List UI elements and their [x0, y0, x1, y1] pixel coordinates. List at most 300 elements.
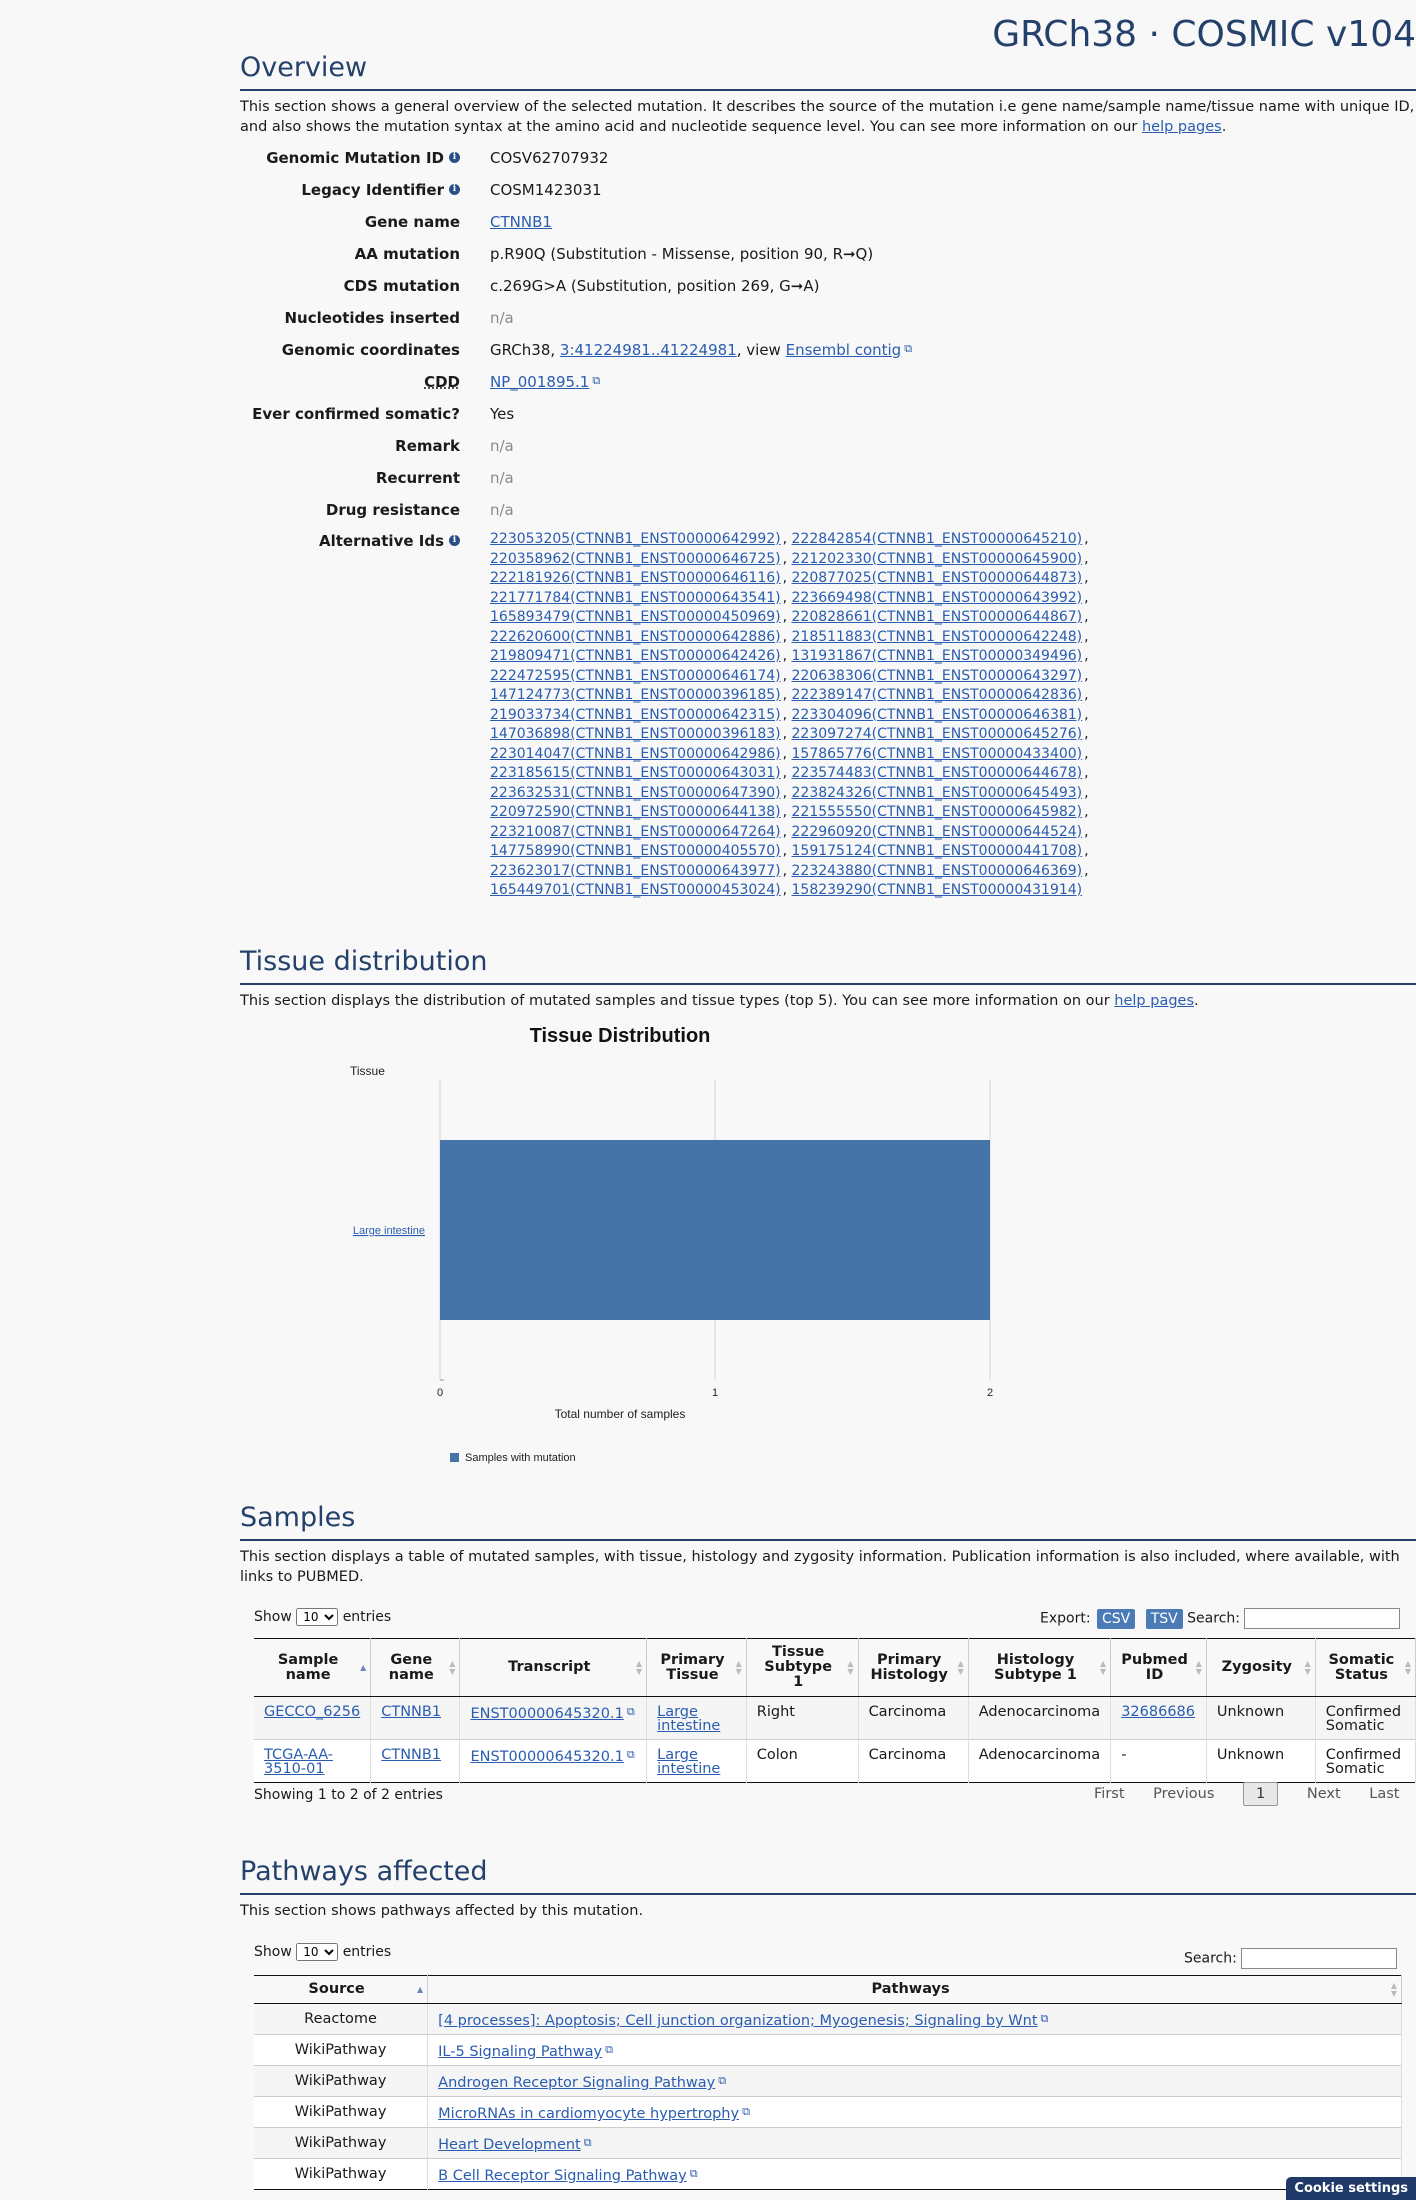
info-icon[interactable]: i [449, 535, 460, 546]
sort-icon: ▲ ▼ [1100, 1658, 1107, 1676]
separator: , [1084, 589, 1089, 606]
separator: , [1084, 648, 1089, 664]
separator: , [782, 550, 792, 567]
field-value: COSV62707932 [490, 149, 609, 167]
entries-label: entries [342, 1609, 392, 1625]
column-header-label: Histology Subtype 1 [994, 1651, 1077, 1683]
alternative-id-link[interactable]: 221771784(CTNNB1_ENST00000643541) [490, 589, 781, 606]
tissue-distribution-chart [240, 1020, 1040, 1480]
cell-text: Right [756, 1704, 795, 1720]
cell-text: Carcinoma [868, 1704, 947, 1720]
cell-text: WikiPathway [294, 2073, 387, 2089]
separator: , [1084, 862, 1089, 879]
alternative-ids-line [490, 745, 1120, 765]
alternative-id-link[interactable]: 220638306(CTNNB1_ENST00000643297) [791, 667, 1083, 684]
column-header[interactable] [858, 1639, 968, 1697]
column-header-label: Sample name [277, 1651, 339, 1683]
table-cell [254, 2066, 428, 2097]
sort-icon: ▲ ▼ [1195, 1658, 1202, 1676]
chart-bar [440, 1140, 990, 1320]
alternative-id-link[interactable]: 222389147(CTNNB1_ENST00000642836) [791, 687, 1083, 703]
alternative-ids-line [490, 647, 1120, 667]
alternative-id-link[interactable]: 223185615(CTNNB1_ENST00000643031) [490, 765, 781, 781]
alternative-id-link[interactable]: 222472595(CTNNB1_ENST00000646174) [490, 667, 781, 684]
separator: , [782, 628, 792, 645]
alternative-ids-line [490, 667, 1120, 687]
cell-text: - [1121, 1747, 1127, 1763]
chart-title: Tissue Distribution [529, 1025, 711, 1047]
sort-icon: ▲ ▼ [957, 1658, 964, 1676]
alternative-id-link[interactable]: 223053205(CTNNB1_ENST00000642992) [490, 531, 781, 547]
column-header-label: Gene name [388, 1651, 434, 1683]
field-value [490, 341, 912, 359]
table-cell [1111, 1697, 1207, 1740]
sort-icon: ▲ [360, 1662, 367, 1672]
alternative-ids-line [490, 881, 1120, 901]
separator: , [782, 843, 792, 859]
alternative-id-link[interactable]: 219809471(CTNNB1_ENST00000642426) [490, 648, 781, 664]
table-cell [428, 2097, 1402, 2128]
separator: , [1084, 550, 1089, 567]
chart-x-axis-label: Total number of samples [554, 1407, 686, 1421]
cell-text: Adenocarcinoma [978, 1704, 1101, 1720]
pathways-table [254, 1975, 1402, 2190]
separator: , [782, 609, 792, 625]
overview-desc-end: . [1221, 119, 1227, 135]
ensembl-contig-link[interactable]: Ensembl contig [785, 341, 902, 359]
separator: , [782, 667, 792, 684]
sort-icon: ▲ ▼ [735, 1658, 742, 1676]
table-cell [647, 1740, 747, 1783]
separator: , [1084, 706, 1089, 723]
separator: , [782, 531, 792, 547]
chart-x-tick-label: 2 [986, 1387, 994, 1399]
cell-text: Adenocarcinoma [978, 1747, 1101, 1763]
sort-icon: ▲ ▼ [1304, 1658, 1311, 1676]
alternative-ids-line [490, 764, 1120, 784]
overview-description [240, 97, 1416, 137]
field-value: p.R90Q (Substitution - Missense, position 90, R➞Q) [490, 245, 874, 263]
separator: , [782, 862, 792, 879]
table-cell [968, 1740, 1110, 1783]
alternative-id-link[interactable]: 131931867(CTNNB1_ENST00000349496) [791, 648, 1083, 664]
field-value [490, 373, 600, 391]
table-row [254, 2128, 1402, 2159]
cell-link[interactable]: 32686686 [1121, 1704, 1195, 1720]
column-header-label: Pathways [871, 1981, 950, 1997]
separator: , [782, 745, 792, 762]
alternative-id-link[interactable]: 220828661(CTNNB1_ENST00000644867) [791, 609, 1083, 625]
column-header[interactable] [460, 1639, 647, 1697]
sort-icon: ▲ ▼ [1404, 1658, 1411, 1676]
separator: , [1084, 784, 1089, 801]
column-header-label: Primary Histology [870, 1651, 948, 1683]
alternative-id-link[interactable]: 157865776(CTNNB1_ENST00000433400) [791, 745, 1083, 762]
separator: , [1084, 531, 1089, 547]
cell-link[interactable]: MicroRNAs in cardiomyocyte hypertrophy [438, 2106, 740, 2122]
table-cell [254, 2004, 428, 2035]
table-cell [371, 1697, 460, 1740]
column-header[interactable] [647, 1639, 747, 1697]
alternative-id-link[interactable]: 222620600(CTNNB1_ENST00000642886) [490, 628, 781, 645]
cell-text: Reactome [304, 2011, 377, 2027]
tissue-help-link[interactable]: help pages [1114, 993, 1195, 1009]
cell-link[interactable]: IL-5 Signaling Pathway [438, 2044, 603, 2060]
cell-link[interactable]: Large intestine [657, 1704, 721, 1734]
field-value: n/a [490, 469, 514, 487]
table-cell [460, 1740, 647, 1783]
alternative-id-link[interactable]: 223632531(CTNNB1_ENST00000647390) [490, 784, 781, 801]
sort-icon: ▲ ▼ [1390, 1980, 1397, 1998]
table-cell [1206, 1697, 1315, 1740]
alternative-id-link[interactable]: 221202330(CTNNB1_ENST00000645900) [791, 550, 1083, 567]
cell-text: Confirmed Somatic [1325, 1704, 1402, 1734]
separator: , [1084, 745, 1089, 762]
alternative-ids-list [490, 530, 1120, 901]
overview-section [240, 52, 1416, 137]
alternative-ids-line [490, 725, 1120, 745]
alternative-id-link[interactable]: 159175124(CTNNB1_ENST00000441708) [791, 843, 1083, 859]
field-label-text: Legacy Identifier [301, 181, 444, 199]
alternative-id-link[interactable]: 223824326(CTNNB1_ENST00000645493) [791, 784, 1083, 801]
separator: , [1084, 609, 1089, 625]
separator: , [782, 706, 792, 723]
table-cell [647, 1697, 747, 1740]
field-label [301, 181, 460, 199]
separator: , [1084, 628, 1089, 645]
samples-section [240, 1502, 1416, 1587]
column-header-label: Primary Tissue [660, 1651, 725, 1683]
cell-link[interactable]: Large intestine [657, 1747, 721, 1777]
field-label: Ever confirmed somatic? [252, 405, 460, 423]
cell-link[interactable]: CTNNB1 [381, 1704, 442, 1720]
cell-text: Unknown [1216, 1747, 1285, 1763]
separator: , [1084, 804, 1089, 820]
cell-text: WikiPathway [294, 2104, 387, 2120]
alternative-id-link[interactable]: 218511883(CTNNB1_ENST00000642248) [791, 628, 1083, 645]
table-cell [858, 1697, 968, 1740]
table-cell [1315, 1740, 1415, 1783]
field-value: COSM1423031 [490, 181, 602, 199]
column-header-label: Tissue Subtype 1 [764, 1644, 833, 1690]
alternative-id-link[interactable]: 223097274(CTNNB1_ENST00000645276) [791, 726, 1083, 742]
table-cell [428, 2159, 1402, 2190]
field-label [319, 532, 460, 550]
sort-icon: ▲ [417, 1984, 424, 1994]
separator: , [782, 823, 792, 840]
alternative-id-link[interactable]: 165893479(CTNNB1_ENST00000450969) [490, 609, 781, 625]
column-header[interactable] [746, 1639, 858, 1697]
table-cell [1206, 1740, 1315, 1783]
separator: , [782, 765, 792, 781]
alternative-ids-line [490, 784, 1120, 804]
samples-search-input[interactable] [1244, 1608, 1400, 1629]
separator: , [782, 648, 792, 664]
cell-text: WikiPathway [294, 2166, 387, 2182]
samples-description: This section displays a table of mutated samples, with tissue, histology and zygosity information. Publication information is also included, where available, with links to PUBMED. [240, 1549, 1400, 1585]
pathways-page-size-select[interactable] [296, 1943, 338, 1961]
alternative-id-link[interactable]: 220877025(CTNNB1_ENST00000644873) [791, 570, 1083, 586]
external-link-icon: ⧉ [592, 374, 601, 387]
sort-icon: ▲ ▼ [847, 1658, 854, 1676]
pager-last[interactable]: Last [1369, 1786, 1400, 1802]
pathways-search [1184, 1948, 1397, 1969]
table-cell [254, 1740, 371, 1783]
alternative-ids-line [490, 628, 1120, 648]
samples-info: Showing 1 to 2 of 2 entries [254, 1787, 443, 1803]
cell-link[interactable]: TCGA-AA-3510-01 [264, 1747, 334, 1777]
overview-title: Overview [240, 52, 1416, 91]
chart-y-axis-label: Tissue [350, 1064, 385, 1078]
alternative-id-link[interactable]: 223669498(CTNNB1_ENST00000643992) [791, 589, 1083, 606]
cell-text: Unknown [1216, 1704, 1285, 1720]
overview-desc-text: This section shows a general overview of the selected mutation. It describes the source of the mutation i.e gene name/sample name/tissue name with unique ID, and also shows the mutation syntax at the amino acid and nucleotide sequence level. You can see more information on our [240, 99, 1415, 135]
cell-link[interactable]: [4 processes]: Apoptosis; Cell junction organization; Myogenesis; Signaling by Wnt [438, 2013, 1038, 2029]
tissue-desc-end: . [1194, 993, 1199, 1009]
external-link-icon: ⧉ [742, 2105, 750, 2118]
genome-build-title: GRCh38 · COSMIC v104 [992, 14, 1416, 55]
field-label [266, 149, 460, 167]
table-row [254, 1697, 1416, 1740]
pathways-title: Pathways affected [240, 1856, 1416, 1895]
samples-page-size-select[interactable] [296, 1608, 338, 1626]
overview-help-link[interactable]: help pages [1141, 119, 1222, 135]
pager-first[interactable]: First [1094, 1786, 1125, 1802]
separator: , [782, 687, 792, 703]
table-cell [460, 1697, 647, 1740]
table-row [254, 2066, 1402, 2097]
alternative-id-link[interactable]: 221555550(CTNNB1_ENST00000645982) [791, 804, 1083, 820]
table-cell [254, 1697, 371, 1740]
entries-label: entries [342, 1944, 392, 1960]
column-header[interactable] [1206, 1639, 1315, 1697]
separator: , [782, 804, 792, 820]
gene-name-link[interactable]: CTNNB1 [490, 213, 552, 231]
alternative-id-link[interactable]: 158239290(CTNNB1_ENST00000431914) [791, 882, 1083, 898]
external-link-icon: ⧉ [1040, 2012, 1049, 2025]
table-cell [746, 1697, 858, 1740]
pager-page-1[interactable]: 1 [1243, 1782, 1278, 1806]
alternative-ids-line [490, 823, 1120, 843]
info-icon[interactable]: i [449, 184, 460, 195]
alternative-id-link[interactable]: 147124773(CTNNB1_ENST00000396185) [490, 687, 781, 703]
field-label: Recurrent [375, 469, 460, 487]
field-label: Gene name [364, 213, 460, 231]
column-header[interactable] [1111, 1639, 1207, 1697]
alternative-id-link[interactable]: 223243880(CTNNB1_ENST00000646369) [791, 862, 1083, 879]
separator: , [1084, 726, 1089, 742]
column-header[interactable] [254, 1976, 428, 2004]
search-label: Search: [1187, 1610, 1240, 1627]
field-value: n/a [490, 501, 514, 519]
separator: , [1084, 570, 1089, 586]
cell-link[interactable]: Androgen Receptor Signaling Pathway [438, 2075, 716, 2091]
alternative-ids-line [490, 706, 1120, 726]
alternative-id-link[interactable]: 223014047(CTNNB1_ENST00000642986) [490, 745, 781, 762]
samples-table [254, 1638, 1416, 1783]
alternative-id-link[interactable]: 222181926(CTNNB1_ENST00000646116) [490, 570, 781, 586]
alternative-id-link[interactable]: 147758990(CTNNB1_ENST00000405570) [490, 843, 781, 859]
separator: , [782, 784, 792, 801]
alternative-ids-line [490, 589, 1120, 609]
table-cell [428, 2004, 1402, 2035]
table-cell [1111, 1740, 1207, 1783]
field-label-text: Genomic Mutation ID [266, 149, 444, 167]
alternative-ids-line [490, 608, 1120, 628]
column-header[interactable] [968, 1639, 1110, 1697]
separator: , [1084, 765, 1089, 781]
cell-link[interactable]: B Cell Receptor Signaling Pathway [438, 2168, 687, 2184]
separator: , [1084, 843, 1089, 859]
alternative-ids-line [490, 842, 1120, 862]
separator: , [1084, 667, 1089, 684]
coordinates-link[interactable]: 3:41224981..41224981 [559, 341, 737, 359]
tissue-section [240, 946, 1416, 1011]
cell-link[interactable]: ENST00000645320.1 [470, 1706, 624, 1722]
show-label: Show [254, 1609, 292, 1625]
tissue-title: Tissue distribution [240, 946, 1416, 985]
cell-link[interactable]: CTNNB1 [381, 1747, 442, 1763]
external-link-icon: ⧉ [904, 342, 913, 355]
pathways-header-row [254, 1976, 1402, 2004]
external-link-icon: ⧉ [718, 2074, 727, 2087]
alternative-ids-line [490, 686, 1120, 706]
pathways-description: This section shows pathways affected by this mutation. [240, 1903, 644, 1919]
table-row [254, 2097, 1402, 2128]
alternative-ids-line [490, 550, 1120, 570]
pathways-search-input[interactable] [1241, 1948, 1397, 1969]
table-cell [428, 2066, 1402, 2097]
cell-text: WikiPathway [294, 2042, 387, 2058]
table-row [254, 2035, 1402, 2066]
alternative-ids-line [490, 803, 1120, 823]
table-cell [254, 2035, 428, 2066]
alternative-ids-line [490, 530, 1120, 550]
table-cell [371, 1740, 460, 1783]
field-label: AA mutation [354, 245, 460, 263]
alternative-id-link[interactable]: 223574483(CTNNB1_ENST00000644678) [791, 765, 1083, 781]
column-header[interactable] [1315, 1639, 1415, 1697]
cdd-link[interactable]: NP_001895.1 [490, 373, 590, 391]
tissue-desc-text: This section displays the distribution of mutated samples and tissue types (top 5). You can see more information on our [240, 993, 1115, 1009]
cell-link[interactable]: GECCO_6256 [264, 1704, 361, 1720]
separator: , [782, 589, 792, 606]
alternative-id-link[interactable]: 219033734(CTNNB1_ENST00000642315) [490, 706, 781, 723]
field-label: CDD [424, 373, 460, 391]
alternative-id-link[interactable]: 223623017(CTNNB1_ENST00000643977) [490, 862, 781, 879]
cell-text: Confirmed Somatic [1325, 1747, 1402, 1777]
samples-export-search [1040, 1608, 1400, 1629]
column-header-label: Somatic Status [1328, 1651, 1395, 1683]
column-header-label: Source [308, 1981, 365, 1997]
tissue-description [240, 991, 1416, 1011]
export-label: Export: [1040, 1610, 1091, 1627]
sort-icon: ▲ ▼ [635, 1658, 643, 1676]
export-csv-button[interactable]: CSV [1097, 1609, 1135, 1629]
field-value: n/a [490, 437, 514, 455]
chart-x-tick-label: 1 [711, 1387, 719, 1399]
coords-prefix: GRCh38, [490, 341, 560, 359]
chart-legend-label: Samples with mutation [465, 1452, 576, 1464]
column-header[interactable] [254, 1639, 371, 1697]
alternative-id-link[interactable]: 223210087(CTNNB1_ENST00000647264) [490, 823, 781, 840]
field-label-text: Alternative Ids [318, 532, 444, 550]
alternative-id-link[interactable]: 222960920(CTNNB1_ENST00000644524) [791, 823, 1083, 840]
export-tsv-button[interactable]: TSV [1146, 1609, 1183, 1629]
separator: , [782, 726, 792, 742]
sort-icon: ▲ ▼ [449, 1658, 456, 1676]
table-cell [968, 1697, 1110, 1740]
alternative-id-link[interactable]: 165449701(CTNNB1_ENST00000453024) [490, 882, 781, 898]
field-label: Remark [395, 437, 460, 455]
pager-next[interactable]: Next [1306, 1786, 1341, 1802]
alternative-id-link[interactable]: 147036898(CTNNB1_ENST00000396183) [490, 726, 781, 742]
pathways-section [240, 1856, 1416, 1921]
chart-category-label: Large intestine [352, 1225, 425, 1237]
table-cell [254, 2097, 428, 2128]
info-icon[interactable]: i [449, 152, 460, 163]
table-cell [254, 2128, 428, 2159]
coords-mid: , view [736, 341, 786, 359]
search-label: Search: [1184, 1950, 1237, 1967]
separator: , [1084, 823, 1089, 840]
alternative-id-link[interactable]: 220972590(CTNNB1_ENST00000644138) [490, 804, 781, 820]
cell-link[interactable]: Heart Development [438, 2137, 581, 2153]
separator: , [782, 570, 792, 586]
pathways-length-control [254, 1943, 391, 1961]
table-row [254, 2159, 1402, 2190]
alternative-ids-line [490, 862, 1120, 882]
column-header-label: Transcript [508, 1659, 591, 1675]
external-link-icon: ⧉ [689, 2167, 698, 2180]
table-row [254, 1740, 1416, 1783]
field-label: Genomic coordinates [281, 341, 460, 359]
show-label: Show [254, 1944, 292, 1960]
column-header-label: Pubmed ID [1121, 1651, 1188, 1683]
cell-text: Colon [756, 1747, 798, 1763]
separator: , [782, 882, 792, 898]
table-cell [428, 2128, 1402, 2159]
external-link-icon: ⧉ [583, 2136, 592, 2149]
cell-text: Carcinoma [868, 1747, 947, 1763]
field-label: Nucleotides inserted [284, 309, 460, 327]
samples-pagination [1070, 1782, 1399, 1806]
alternative-id-link[interactable]: 223304096(CTNNB1_ENST00000646381) [791, 706, 1083, 723]
table-cell [428, 2035, 1402, 2066]
table-cell [254, 2159, 428, 2190]
alternative-id-link[interactable]: 222842854(CTNNB1_ENST00000645210) [791, 531, 1083, 547]
column-header-label: Zygosity [1221, 1659, 1292, 1675]
field-value: Yes [490, 405, 515, 423]
field-value: n/a [490, 309, 514, 327]
column-header[interactable] [428, 1976, 1402, 2004]
table-cell [746, 1740, 858, 1783]
column-header[interactable] [371, 1639, 460, 1697]
external-link-icon: ⧉ [626, 1748, 635, 1761]
external-link-icon: ⧉ [626, 1705, 635, 1718]
external-link-icon: ⧉ [605, 2043, 613, 2056]
alternative-id-link[interactable]: 220358962(CTNNB1_ENST00000646725) [490, 550, 781, 567]
chart-x-tick-label: 0 [436, 1387, 444, 1399]
samples-header-row [254, 1639, 1416, 1697]
pager-previous[interactable]: Previous [1153, 1786, 1215, 1802]
separator: , [1084, 687, 1089, 703]
alternative-ids-line [490, 569, 1120, 589]
samples-title: Samples [240, 1502, 1416, 1541]
cookie-settings-button[interactable]: Cookie settings [1286, 2177, 1416, 2200]
cell-link[interactable]: ENST00000645320.1 [470, 1749, 624, 1765]
cell-text: WikiPathway [294, 2135, 387, 2151]
